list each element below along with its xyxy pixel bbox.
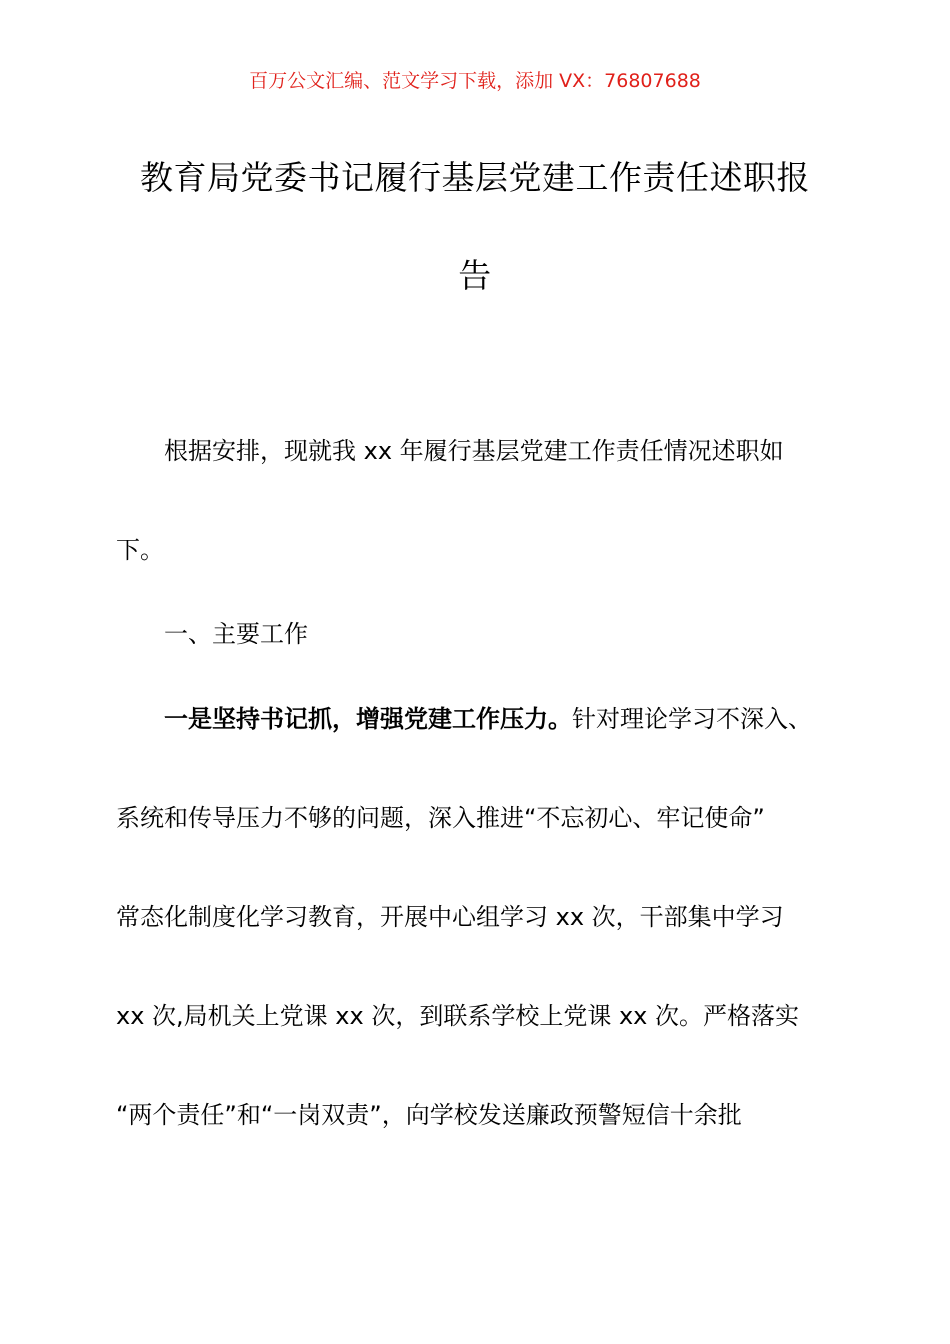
point-1-line-4: xx 次,局机关上党课 xx 次，到联系学校上党课 xx 次。严格落实 (116, 1002, 799, 1030)
point-1-lead: 一是坚持书记抓，增强党建工作压力。 (164, 705, 572, 733)
point-1-line-1-text: 针对理论学习不深入、 (572, 705, 812, 733)
point-1-line-2: 系统和传导压力不够的问题，深入推进“不忘初心、牢记使命” (116, 804, 765, 832)
section-heading-main-work: 一、主要工作 (164, 620, 308, 648)
point-1-line-5: “两个责任”和“一岗双责”，向学校发送廉政预警短信十余批 (116, 1101, 742, 1129)
intro-paragraph-line-1: 根据安排，现就我 xx 年履行基层党建工作责任情况述职如 (164, 437, 784, 465)
header-watermark-note: 百万公文汇编、范文学习下载，添加 VX：76807688 (249, 70, 701, 92)
intro-paragraph-line-2: 下。 (116, 536, 164, 564)
point-1-line-1 (164, 702, 894, 736)
document-title-line-1: 教育局党委书记履行基层党建工作责任述职报 (140, 158, 810, 197)
point-1-line-3: 常态化制度化学习教育，开展中心组学习 xx 次，干部集中学习 (116, 903, 784, 931)
document-title-line-2: 告 (458, 256, 492, 295)
